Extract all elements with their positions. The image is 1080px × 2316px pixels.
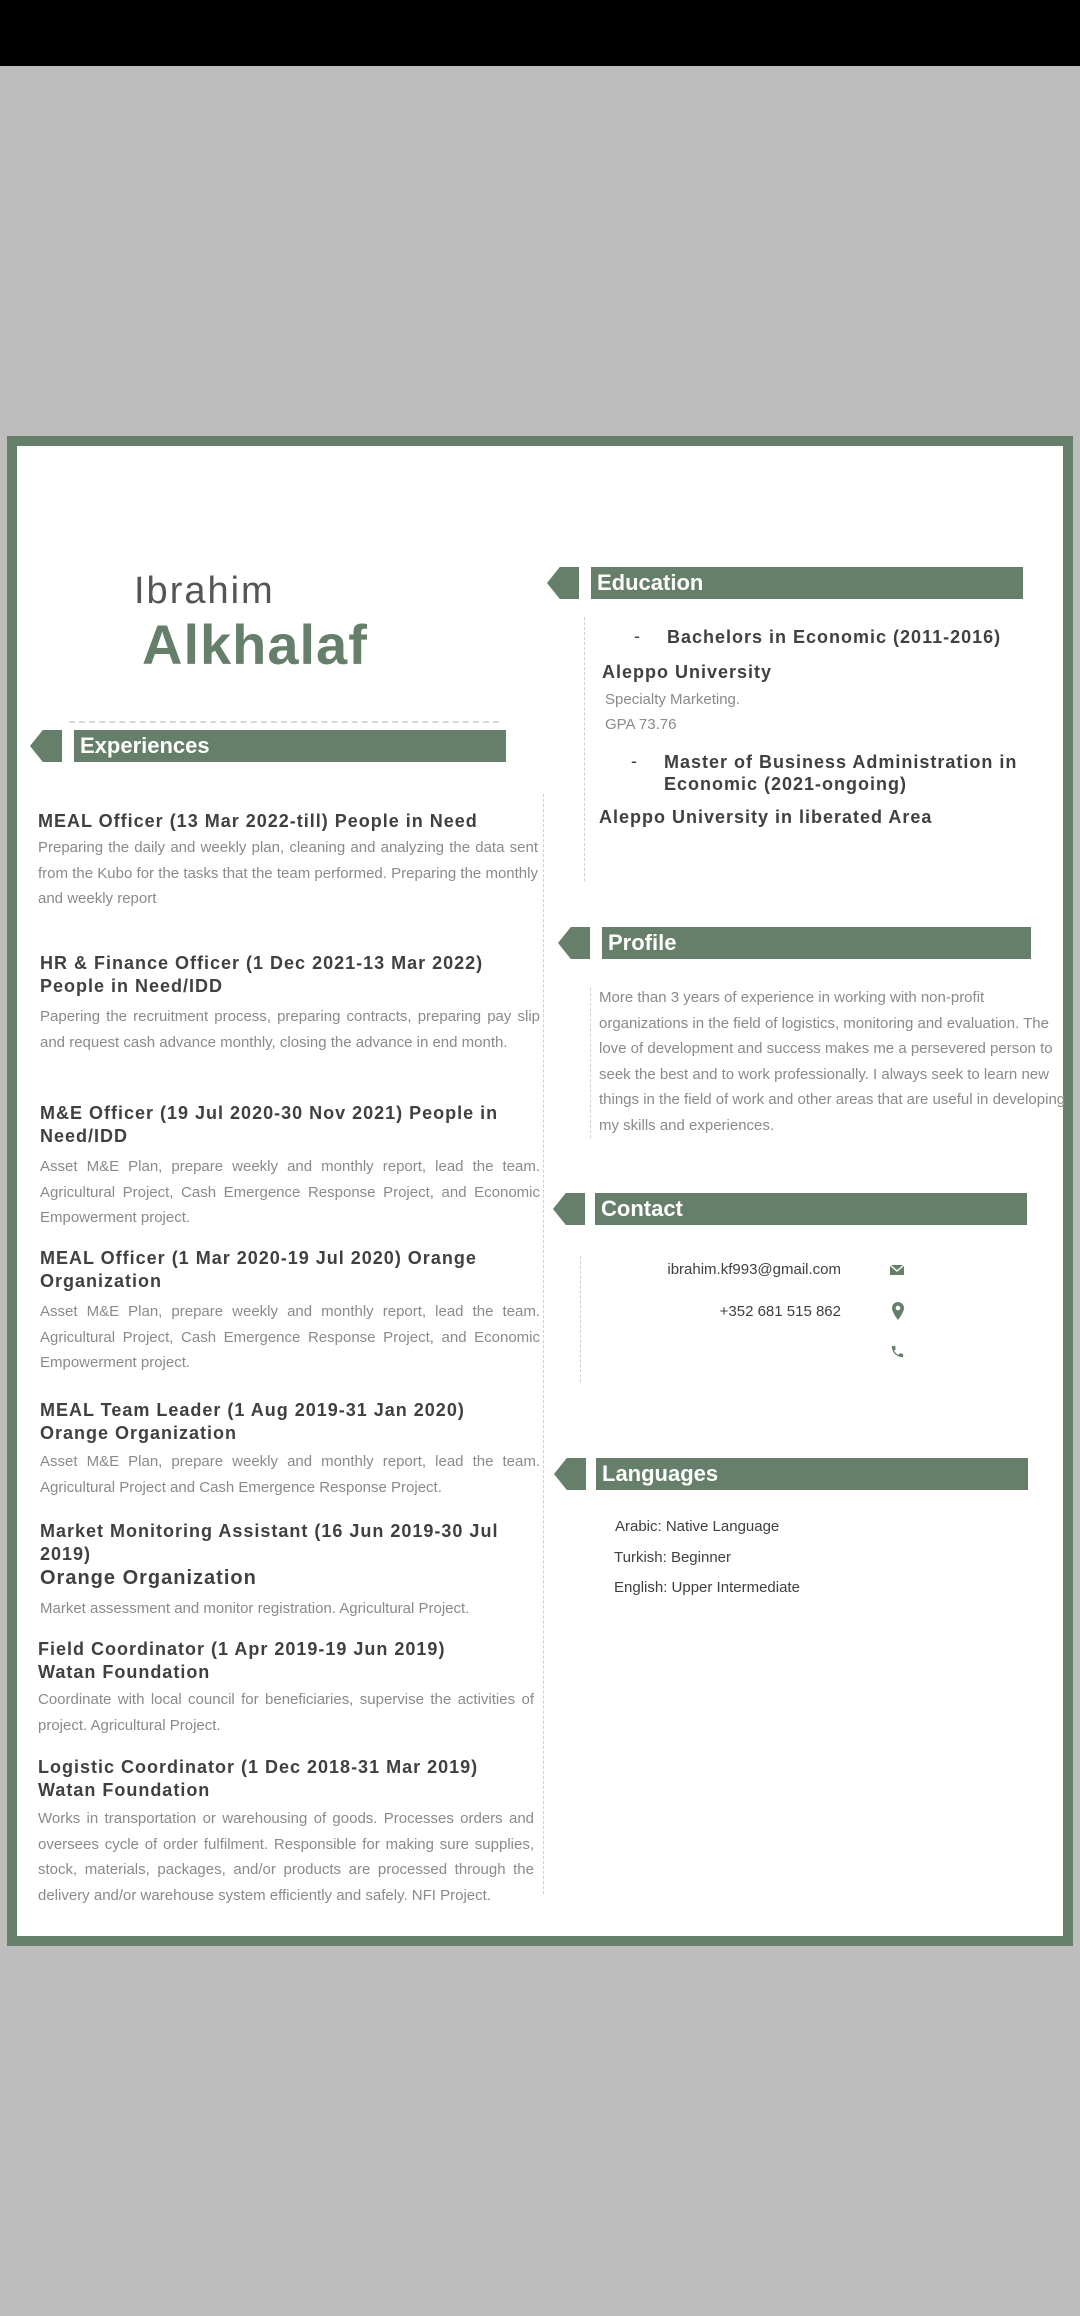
languages-banner <box>554 1458 1028 1490</box>
contact-divider <box>580 1256 581 1382</box>
job-title: Logistic Coordinator (1 Dec 2018-31 Mar 2019) Watan Foundation <box>38 1757 479 1800</box>
job-organization: Orange Organization <box>40 1567 257 1589</box>
experience-item <box>38 1638 534 1738</box>
education-bullet: - <box>634 626 640 646</box>
education-bullet: - <box>631 751 637 771</box>
banner-tab <box>554 1458 586 1490</box>
banner-tab <box>547 567 579 599</box>
job-title: Market Monitoring Assistant (16 Jun 2019-30 Jul 2019) <box>40 1521 499 1564</box>
contact-banner <box>553 1193 1027 1225</box>
job-description: Asset M&E Plan, prepare weekly and monthly report, lead the team. Agricultural Project, Cash Emergence Response Project, and Economic Empowerment project. <box>40 1303 540 1371</box>
education-divider <box>584 617 585 881</box>
language-item: Turkish: Beginner <box>614 1549 731 1566</box>
job-description: Asset M&E Plan, prepare weekly and monthly report, lead the team. Agricultural Project and Cash Emergence Response Project. <box>40 1453 540 1496</box>
profile-heading: Profile <box>602 927 1031 959</box>
email-icon <box>890 1264 904 1276</box>
job-title: Field Coordinator (1 Apr 2019-19 Jun 2019) Watan Foundation <box>38 1639 446 1682</box>
job-description: Market assessment and monitor registration. Agricultural Project. <box>40 1600 470 1617</box>
experience-item <box>40 952 540 1055</box>
education-banner <box>547 567 1023 599</box>
education-detail: Specialty Marketing. <box>605 691 741 708</box>
contact-phone[interactable]: +352 681 515 862 <box>719 1303 841 1320</box>
education-detail: GPA 73.76 <box>605 716 677 733</box>
experience-item <box>38 1756 534 1908</box>
job-title: HR & Finance Officer (1 Dec 2021-13 Mar 2022) People in Need/IDD <box>40 953 484 996</box>
profile-banner <box>558 927 1031 959</box>
banner-tab <box>558 927 590 959</box>
job-description: Coordinate with local council for beneficiaries, supervise the activities of project. Agricultural Project. <box>38 1691 534 1734</box>
name-divider <box>69 721 499 723</box>
education-heading: Education <box>591 567 1023 599</box>
banner-tab <box>30 730 62 762</box>
profile-text: More than 3 years of experience in working with non-profit organizations in the field of logistics, monitoring and evaluation. The love of development and success makes me a persevered person to seek the best and to work professionally. I always seek to learn new things in the field of work and other areas that are useful in developing my skills and experiences. <box>599 989 1066 1134</box>
job-description: Works in transportation or warehousing of goods. Processes orders and oversees cycle of order fulfilment. Responsible for making sure supplies, stock, materials, packages, and/or products are processed through the delivery and/or warehouse system efficiently and safely. NFI Project. <box>38 1810 534 1904</box>
education-degree: Master of Business Administration in Economic (2021-ongoing) <box>664 752 1018 794</box>
last-name: Alkhalaf <box>142 613 368 676</box>
languages-heading: Languages <box>596 1458 1028 1490</box>
resume-document <box>7 436 1073 1946</box>
experience-item <box>40 1247 540 1376</box>
job-title: M&E Officer (19 Jul 2020-30 Nov 2021) People in Need/IDD <box>40 1103 499 1146</box>
job-title: MEAL Officer (1 Mar 2020-19 Jul 2020) Orange Organization <box>40 1248 477 1291</box>
job-description: Papering the recruitment process, preparing contracts, preparing pay slip and request cash advance monthly, closing the advance in end month. <box>40 1008 540 1051</box>
phone-icon <box>890 1344 905 1359</box>
education-university: Aleppo University in liberated Area <box>599 807 933 827</box>
experiences-heading: Experiences <box>74 730 506 762</box>
profile-divider <box>590 988 591 1138</box>
language-item: English: Upper Intermediate <box>614 1579 800 1596</box>
experiences-banner <box>30 730 506 762</box>
education-university: Aleppo University <box>602 662 773 682</box>
experience-item <box>40 1399 540 1500</box>
job-description: Asset M&E Plan, prepare weekly and monthly report, lead the team. Agricultural Project, Cash Emergence Response Project, and Economic Empowerment project. <box>40 1158 540 1226</box>
experiences-divider <box>543 794 544 1894</box>
job-description: Preparing the daily and weekly plan, cleaning and analyzing the data sent from the Kubo for the tasks that the team performed. Preparing the monthly and weekly report <box>38 839 538 907</box>
experience-item <box>38 810 538 912</box>
banner-tab <box>553 1193 585 1225</box>
first-name: Ibrahim <box>134 570 275 612</box>
education-degree: Bachelors in Economic (2011-2016) <box>667 627 1002 647</box>
contact-email[interactable]: ibrahim.kf993@gmail.com <box>667 1261 841 1278</box>
experience-item <box>40 1520 540 1622</box>
language-item: Arabic: Native Language <box>615 1518 780 1535</box>
location-pin-icon <box>892 1302 904 1320</box>
job-title: MEAL Officer (13 Mar 2022-till) People in Need <box>38 811 478 831</box>
top-bar <box>0 0 1080 66</box>
experience-item <box>40 1102 540 1231</box>
contact-heading: Contact <box>595 1193 1027 1225</box>
job-title: MEAL Team Leader (1 Aug 2019-31 Jan 2020) Orange Organization <box>40 1400 465 1443</box>
